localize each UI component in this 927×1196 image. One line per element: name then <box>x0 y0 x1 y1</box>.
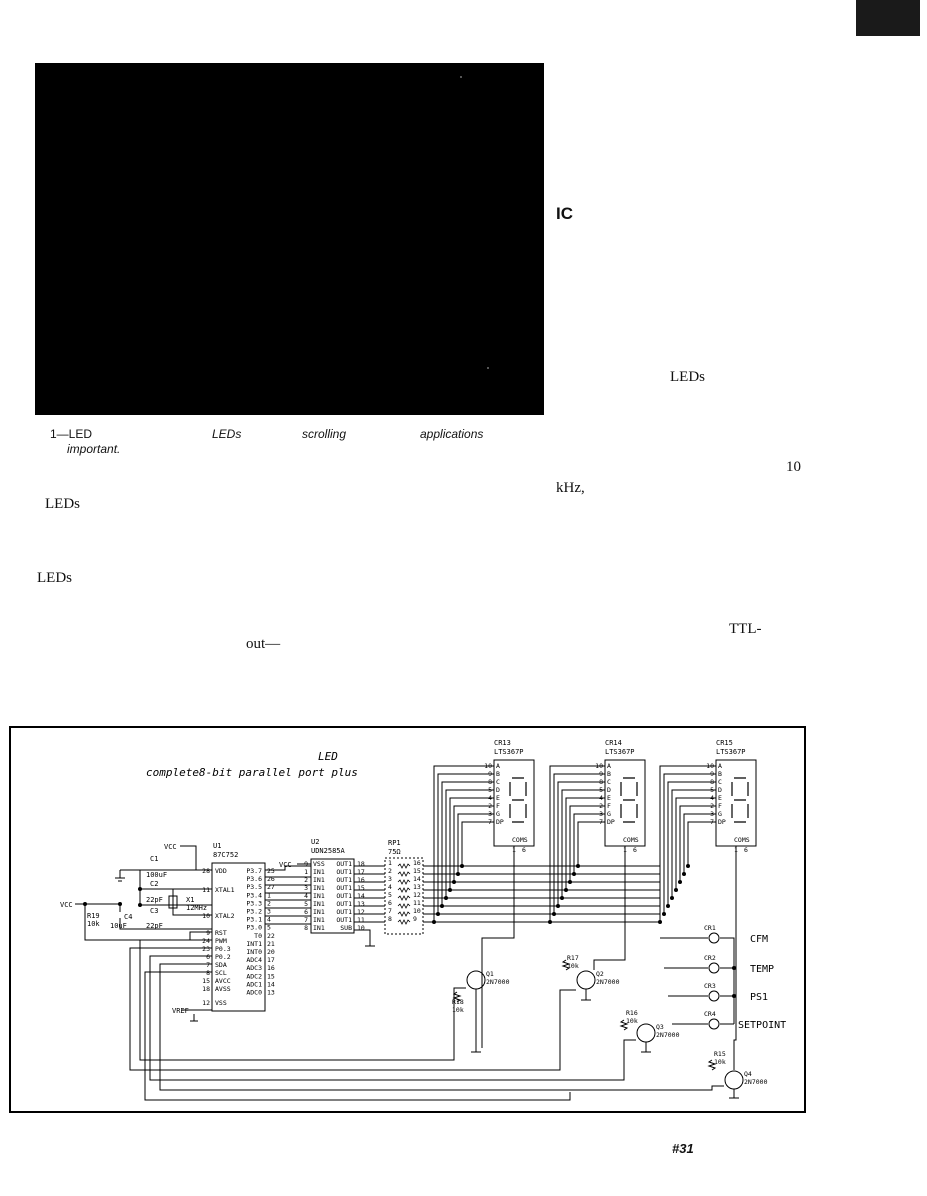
display-pin-number: 3 <box>599 810 603 818</box>
u2-pin-name: OUT1 <box>336 876 352 884</box>
u1-pin-number: 13 <box>267 988 275 997</box>
u2-pin-number: 10 <box>357 924 365 932</box>
led-ref: CR3 <box>704 982 716 990</box>
u1-pin-name: P3.1 <box>246 915 262 924</box>
u1-pin-number: 3 <box>267 907 271 916</box>
u2-pin-name: IN1 <box>313 892 325 900</box>
cr3-body <box>709 991 719 1001</box>
u1-pin-name: ADC4 <box>246 956 262 965</box>
u2-ref: U2 <box>311 838 320 846</box>
display-pin-number: 3 <box>488 810 492 818</box>
rp1-ref: RP1 <box>388 839 401 847</box>
u1-pin-number: 9 <box>206 929 210 937</box>
display-part: LTS367P <box>605 748 635 756</box>
u1-pin-number: 18 <box>202 985 210 993</box>
display-pin-number: 7 <box>599 818 603 826</box>
transistor-ref: Q2 <box>596 970 604 978</box>
display-pin-number: 10 <box>484 762 492 770</box>
u1-pin-name: VSS <box>215 999 227 1007</box>
caption-word-scrolling: scrolling <box>302 427 347 441</box>
display-pin-number: 2 <box>710 802 714 810</box>
display-segment-label: B <box>718 770 722 778</box>
display-ref: CR13 <box>494 739 511 747</box>
u1-pin-name: ADC2 <box>246 972 262 981</box>
u1-pin-name: AVCC <box>215 977 231 985</box>
display-pin-number: 5 <box>599 786 603 794</box>
u1-pin-number: 23 <box>202 945 210 953</box>
u2-pin-number: 17 <box>357 868 365 876</box>
u1-pin-number: 24 <box>202 937 210 945</box>
r19-value: 10k <box>87 920 100 928</box>
display-segment-label: G <box>496 810 500 818</box>
driver-transistors <box>452 954 768 1086</box>
gate-resistor-value: 10k <box>626 1017 638 1025</box>
rp1-pin-right: 12 <box>413 891 421 899</box>
display-segment-label: A <box>718 762 722 770</box>
rp1-pin-right: 16 <box>413 859 421 867</box>
u1-pin-number: 12 <box>202 999 210 1007</box>
transistor-part: 2N7000 <box>656 1031 680 1039</box>
u2-pins <box>304 860 365 932</box>
u1-pin-number: 25 <box>267 867 275 875</box>
rp1-pin-right: 10 <box>413 907 421 915</box>
u1-pin-name: INT1 <box>246 939 262 948</box>
display-common-pin: 1 <box>512 846 516 854</box>
display-segment-label: F <box>496 802 500 810</box>
u2-pin-name: IN1 <box>313 884 325 892</box>
display-segment-label: D <box>718 786 722 794</box>
cr14-body <box>605 760 645 846</box>
u1-pin-number: 11 <box>202 886 210 894</box>
display-segment-label: F <box>607 802 611 810</box>
body-word-10: 10 <box>786 459 801 475</box>
rp1-pin-right: 11 <box>413 899 421 907</box>
x1-ref: X1 <box>186 896 195 904</box>
display-pin-number: 3 <box>710 810 714 818</box>
c4-value: 10uF <box>110 922 127 930</box>
rp1-pin-right: 15 <box>413 867 421 875</box>
led-ref: CR1 <box>704 924 716 932</box>
display-segment-label: G <box>718 810 722 818</box>
display-pin-number: 9 <box>599 770 603 778</box>
c4-ref: C4 <box>124 913 133 921</box>
u1-pin-number: 10 <box>202 912 210 920</box>
u2-pin-number: 4 <box>304 892 308 900</box>
u1-pin-number: 15 <box>202 977 210 985</box>
u2-pin-number: 7 <box>304 916 308 924</box>
q3-body <box>637 1024 655 1042</box>
body-word-leds-3: LEDs <box>670 369 705 385</box>
cr2-body <box>709 963 719 973</box>
display-segment-label: B <box>607 770 611 778</box>
u1-pin-number: 4 <box>267 915 271 924</box>
u2-pin-number: 9 <box>304 860 308 868</box>
display-pin-number: 8 <box>488 778 492 786</box>
led-label: CFM <box>750 934 769 945</box>
display-segment-label: D <box>607 786 611 794</box>
display-segment-label: E <box>607 794 611 802</box>
transistor-part: 2N7000 <box>596 978 620 986</box>
u1-pin-name: P3.2 <box>246 907 262 916</box>
rp1-pin-left: 8 <box>388 915 392 923</box>
u1-pin-name: P3.4 <box>246 891 262 900</box>
caption-word-leds: LEDs <box>212 427 242 441</box>
u1-pin-name: ADC3 <box>246 964 262 973</box>
c1-value: 100uF <box>146 871 168 879</box>
led-ref: CR4 <box>704 1010 716 1018</box>
body-word-leds-2: LEDs <box>37 570 72 586</box>
u1-pin-number: 1 <box>267 891 271 900</box>
display-common-pin: 6 <box>633 846 637 854</box>
u1-ref: U1 <box>213 842 222 850</box>
display-segment-label: F <box>718 802 722 810</box>
cr13-body <box>494 760 534 846</box>
transistor-ref: Q4 <box>744 1070 752 1078</box>
u2-pin-name: IN1 <box>313 900 325 908</box>
c3-value: 22pF <box>146 922 163 930</box>
display-pin-number: 8 <box>710 778 714 786</box>
r19-ref: R19 <box>87 912 100 920</box>
u1-pin-number: 17 <box>267 956 275 965</box>
q4-body <box>725 1071 743 1089</box>
u2-pin-name: OUT1 <box>336 892 352 900</box>
schem-caption-line2: complete8-bit parallel port plus <box>146 766 358 779</box>
u1-pin-name: P3.6 <box>246 875 262 884</box>
u1-pin-name: P3.7 <box>246 867 262 875</box>
u1-pin-number: 16 <box>267 964 275 973</box>
display-common-label: COMS <box>512 836 528 844</box>
u1-pin-name: VDD <box>215 867 227 875</box>
caption-fig-number: 1—LED <box>50 427 93 441</box>
display-pin-number: 2 <box>599 802 603 810</box>
cr1-body <box>709 933 719 943</box>
u2-pin-name: IN1 <box>313 908 325 916</box>
u1-pin-name: P3.5 <box>246 883 262 892</box>
display-segment-label: C <box>496 778 500 786</box>
u1-pin-number: 28 <box>202 867 210 875</box>
c2-ref: C2 <box>150 880 159 888</box>
vref-label: VREF <box>172 1007 189 1015</box>
u2-pin-name: IN1 <box>313 916 325 924</box>
u2-pin-number: 3 <box>304 884 308 892</box>
cr15-body <box>716 760 756 846</box>
vcc-label-reset: VCC <box>60 901 73 909</box>
display-pin-number: 5 <box>710 786 714 794</box>
u1-pin-number: 20 <box>267 948 275 956</box>
u1-pin-name: RST <box>215 929 227 937</box>
u2-pin-name: IN1 <box>313 876 325 884</box>
display-segment-label: E <box>496 794 500 802</box>
u2-part: UDN2585A <box>311 847 345 855</box>
u1-pin-name: P3.3 <box>246 899 262 908</box>
u1-pin-name: P0.3 <box>215 945 231 953</box>
rp1-pin-right: 9 <box>413 915 417 923</box>
gate-resistor-ref: R18 <box>452 998 464 1006</box>
u2-pin-number: 13 <box>357 900 365 908</box>
display-pin-number: 10 <box>595 762 603 770</box>
body-word-ttl: TTL- <box>729 621 762 637</box>
u1-pin-name: SDA <box>215 961 227 969</box>
u2-pin-name: OUT1 <box>336 884 352 892</box>
u2-pin-name: OUT1 <box>336 868 352 876</box>
u1-pin-name: T0 <box>254 931 262 940</box>
rp1-pin-left: 6 <box>388 899 392 907</box>
c3-ref: C3 <box>150 907 159 915</box>
u1-pin-number: 22 <box>267 931 275 940</box>
u2-pin-number: 2 <box>304 876 308 884</box>
display-segment-label: DP <box>607 818 615 826</box>
u1-pin-number: 2 <box>267 899 271 908</box>
vcc-label-u2: VCC <box>279 861 292 869</box>
u2-pin-number: 8 <box>304 924 308 932</box>
u2-pin-number: 14 <box>357 892 365 900</box>
transistor-part: 2N7000 <box>486 978 510 986</box>
display-segment-label: C <box>718 778 722 786</box>
display-segment-label: DP <box>718 818 726 826</box>
body-word-leds-1: LEDs <box>45 496 80 512</box>
rp1-value: 75Ω <box>388 848 401 856</box>
display-pin-number: 9 <box>488 770 492 778</box>
display-segment-label: A <box>496 762 500 770</box>
display-pin-number: 4 <box>710 794 714 802</box>
rp1-pin-left: 3 <box>388 875 392 883</box>
u1-pin-name: ADC1 <box>246 980 262 989</box>
display-segment-label: A <box>607 762 611 770</box>
display-pin-number: 7 <box>710 818 714 826</box>
body-subhead-ic: IC <box>556 204 573 223</box>
u1-pin-name: ADC0 <box>246 988 262 997</box>
display-segment-label: G <box>607 810 611 818</box>
display-part: LTS367P <box>494 748 524 756</box>
u1-pin-number: 7 <box>206 961 210 969</box>
display-pin-number: 5 <box>488 786 492 794</box>
u1-pin-name: P0.2 <box>215 953 231 961</box>
rp1-pin-right: 13 <box>413 883 421 891</box>
rp1-pin-left: 1 <box>388 859 392 867</box>
rp1-pin-left: 2 <box>388 867 392 875</box>
u2-pin-name: IN1 <box>313 924 325 932</box>
display-ref: CR15 <box>716 739 733 747</box>
rp1-pin-right: 14 <box>413 875 421 883</box>
u1-pin-number: 26 <box>267 875 275 884</box>
u2-pin-number: 12 <box>357 908 365 916</box>
q2-body <box>577 971 595 989</box>
u2-pin-name: VSS <box>313 860 325 868</box>
u1-pin-name: P3.0 <box>246 923 262 932</box>
u1-pin-name: SCL <box>215 969 227 977</box>
u1-pin-name: XTAL2 <box>215 912 235 920</box>
display-ref: CR14 <box>605 739 622 747</box>
u2-pin-number: 16 <box>357 876 365 884</box>
u1-pin-number: 6 <box>206 953 210 961</box>
seven-segment-displays <box>484 739 750 854</box>
u2-pin-name: OUT1 <box>336 860 352 868</box>
display-segment-label: C <box>607 778 611 786</box>
display-common-pin: 1 <box>623 846 627 854</box>
body-word-out: out— <box>246 636 281 652</box>
u1-pin-name: INT0 <box>246 948 262 956</box>
u2-pin-number: 5 <box>304 900 308 908</box>
u1-pin-number: 21 <box>267 939 275 948</box>
display-common-pin: 1 <box>734 846 738 854</box>
u2-pin-number: 11 <box>357 916 365 924</box>
u1-left-pins <box>202 867 234 1007</box>
u2-pin-name: OUT1 <box>336 900 352 908</box>
x1-value: 12MHz <box>186 904 208 912</box>
display-segment-label: E <box>718 794 722 802</box>
caption-word-important: important. <box>67 442 121 456</box>
gate-resistor-ref: R17 <box>567 954 579 962</box>
display-common-label: COMS <box>734 836 750 844</box>
gate-resistor-value: 10k <box>452 1006 464 1014</box>
display-pin-number: 4 <box>599 794 603 802</box>
u2-pin-name: OUT1 <box>336 908 352 916</box>
u1-pin-number: 5 <box>267 923 271 932</box>
display-pin-number: 9 <box>710 770 714 778</box>
u2-pin-number: 6 <box>304 908 308 916</box>
u1-pin-name: PWM <box>215 937 227 945</box>
display-pin-number: 4 <box>488 794 492 802</box>
u1-pin-name: XTAL1 <box>215 886 235 894</box>
display-segment-label: B <box>496 770 500 778</box>
caption-word-applications: applications <box>420 427 484 441</box>
led-label: PS1 <box>750 992 769 1003</box>
display-common-pin: 6 <box>744 846 748 854</box>
rp1-pin-left: 5 <box>388 891 392 899</box>
u2-pin-number: 1 <box>304 868 308 876</box>
gate-resistor-ref: R16 <box>626 1009 638 1017</box>
status-leds <box>704 924 786 1031</box>
led-label: TEMP <box>750 964 775 975</box>
rp1-pin-left: 7 <box>388 907 392 915</box>
display-part: LTS367P <box>716 748 746 756</box>
u2-pin-name: OUT1 <box>336 916 352 924</box>
page-number: #31 <box>672 1141 694 1156</box>
transistor-ref: Q1 <box>486 970 494 978</box>
body-word-khz: kHz, <box>556 480 585 496</box>
transistor-part: 2N7000 <box>744 1078 768 1086</box>
display-pin-number: 2 <box>488 802 492 810</box>
display-segment-label: D <box>496 786 500 794</box>
u2-pin-name: SUB <box>340 924 352 932</box>
led-label: SETPOINT <box>738 1020 787 1031</box>
u1-pin-number: 15 <box>267 972 275 981</box>
u1-pin-number: 8 <box>206 969 210 977</box>
gate-resistor-value: 10k <box>567 962 579 970</box>
gate-resistor-ref: R15 <box>714 1050 726 1058</box>
c1-ref: C1 <box>150 855 159 863</box>
led-ref: CR2 <box>704 954 716 962</box>
cr4-body <box>709 1019 719 1029</box>
u1-pin-number: 27 <box>267 883 275 892</box>
u2-pin-name: IN1 <box>313 868 325 876</box>
u2-pin-number: 18 <box>357 860 365 868</box>
vcc-label-u1: VCC <box>164 843 177 851</box>
u2-pin-number: 15 <box>357 884 365 892</box>
schem-caption-line1: LED <box>318 750 338 763</box>
display-pin-number: 8 <box>599 778 603 786</box>
u1-pin-name: AVSS <box>215 985 231 993</box>
gate-resistor-value: 10k <box>714 1058 726 1066</box>
display-common-label: COMS <box>623 836 639 844</box>
transistor-ref: Q3 <box>656 1023 664 1031</box>
display-pin-number: 10 <box>706 762 714 770</box>
display-common-pin: 6 <box>522 846 526 854</box>
c2-value: 22pF <box>146 896 163 904</box>
rp1-pin-left: 4 <box>388 883 392 891</box>
u1-part: 87C752 <box>213 851 239 859</box>
display-pin-number: 7 <box>488 818 492 826</box>
u1-pin-number: 14 <box>267 980 275 989</box>
u1-right-pins <box>246 867 275 997</box>
display-segment-label: DP <box>496 818 504 826</box>
